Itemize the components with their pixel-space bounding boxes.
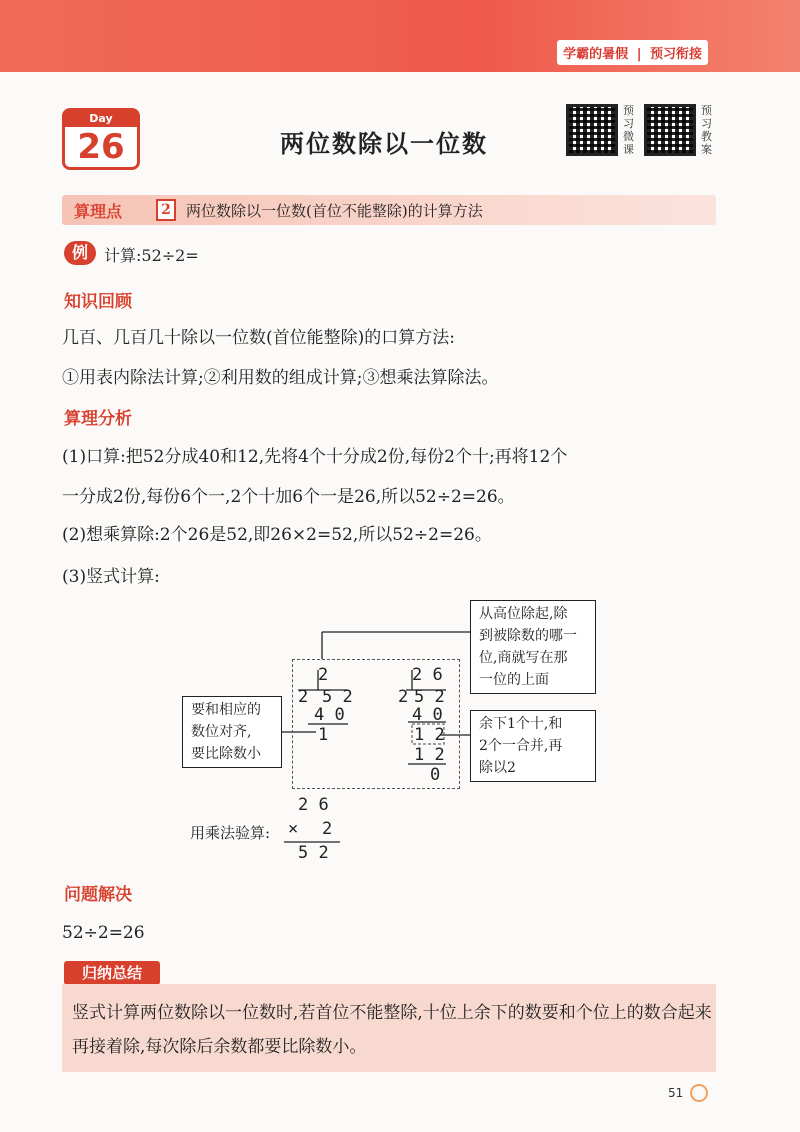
step1-quotient: 2 xyxy=(318,665,329,685)
note-remainder-line: 余下1个十,和 xyxy=(479,716,563,732)
step1-divisor: 2 xyxy=(298,687,309,707)
note-align-line: 要比除数小 xyxy=(191,746,261,762)
check-a: 2 6 xyxy=(298,795,329,815)
check-label: 用乘法验算: xyxy=(190,824,271,842)
step2-dividend: 5 2 xyxy=(414,687,445,707)
review-line-2: ①用表内除法计算;②利用数的组成计算;③想乘法算除法。 xyxy=(62,368,499,388)
series-chip: 学霸的暑假 | 预习衔接 xyxy=(557,40,708,65)
summary-tag: 归纳总结 xyxy=(64,961,160,985)
section-tag: 算理点 xyxy=(74,202,123,221)
analysis-p3: (3)竖式计算: xyxy=(62,567,160,587)
summary-box xyxy=(62,984,716,1072)
analysis-p2: (2)想乘算除:2个26是52,即26×2=52,所以52÷2=26。 xyxy=(62,525,492,545)
review-line-1: 几百、几百几十除以一位数(首位能整除)的口算方法: xyxy=(62,328,455,348)
page-number: 51 xyxy=(668,1086,684,1100)
note-remainder-line: 2个一合并,再 xyxy=(479,738,563,754)
solution-answer: 52÷2=26 xyxy=(62,923,145,943)
solution-heading: 问题解决 xyxy=(64,885,132,905)
summary-text: 竖式计算两位数除以一位数时,若首位不能整除,十位上余下的数要和个位上的数合起来再接着除,每次除后余数都要比除数小。 xyxy=(72,1003,712,1057)
check-op: × xyxy=(288,819,299,839)
step1-dividend: 5 2 xyxy=(322,687,353,707)
analysis-p1b: 一分成2份,每份6个一,2个十加6个一是26,所以52÷2=26。 xyxy=(62,487,515,507)
top-banner xyxy=(0,0,800,72)
note-quotient xyxy=(470,600,596,694)
sun-icon xyxy=(690,1084,708,1102)
section-header xyxy=(62,195,716,225)
qr-label-1: 预习微课 xyxy=(623,104,634,156)
note-align xyxy=(182,696,282,768)
section-number: 2 xyxy=(156,199,176,221)
step1-remainder: 1 xyxy=(318,725,329,745)
page-title: 两位数除以一位数 xyxy=(280,130,488,158)
check-b: 2 xyxy=(322,819,333,839)
analysis-p1a: (1)口算:把52分成40和12,先将4个十分成2份,每份2个十;再将12个 xyxy=(62,447,568,467)
step1-subtract: 4 0 xyxy=(314,705,345,725)
day-number: 26 xyxy=(77,127,125,167)
brand-label: 学霸的暑假 xyxy=(563,47,629,62)
check-result: 5 2 xyxy=(298,843,329,863)
note-align-line: 数位对齐, xyxy=(191,724,252,740)
review-heading: 知识回顾 xyxy=(64,292,132,312)
step2-subtract: 4 0 xyxy=(412,705,443,725)
analysis-heading: 算理分析 xyxy=(64,409,132,429)
series-label: 预习衔接 xyxy=(649,47,702,62)
step2-middle: 1 2 xyxy=(414,725,445,745)
day-label: Day xyxy=(65,111,137,127)
example-text: 计算:52÷2= xyxy=(104,246,199,265)
note-remainder-line: 除以2 xyxy=(479,760,516,776)
note-align-line: 要和相应的 xyxy=(191,702,261,718)
step2-remainder: 0 xyxy=(430,765,441,785)
qr-label-2: 预习教案 xyxy=(701,104,712,156)
step2-quotient: 2 6 xyxy=(412,665,443,685)
step2-subtract-2: 1 2 xyxy=(414,745,445,765)
note-remainder xyxy=(470,710,596,782)
qr-code-icon[interactable] xyxy=(644,104,696,156)
note-quotient-line: 到被除数的哪一 xyxy=(479,628,577,644)
section-title: 两位数除以一位数(首位不能整除)的计算方法 xyxy=(186,202,483,220)
step2-divisor: 2 xyxy=(398,687,409,707)
example-icon: 例 xyxy=(64,241,96,265)
note-quotient-line: 从高位除起,除 xyxy=(479,606,568,622)
qr-code-icon[interactable] xyxy=(566,104,618,156)
day-badge xyxy=(62,108,140,170)
note-quotient-line: 位,商就写在那 xyxy=(479,650,568,666)
note-quotient-line: 一位的上面 xyxy=(479,672,549,688)
